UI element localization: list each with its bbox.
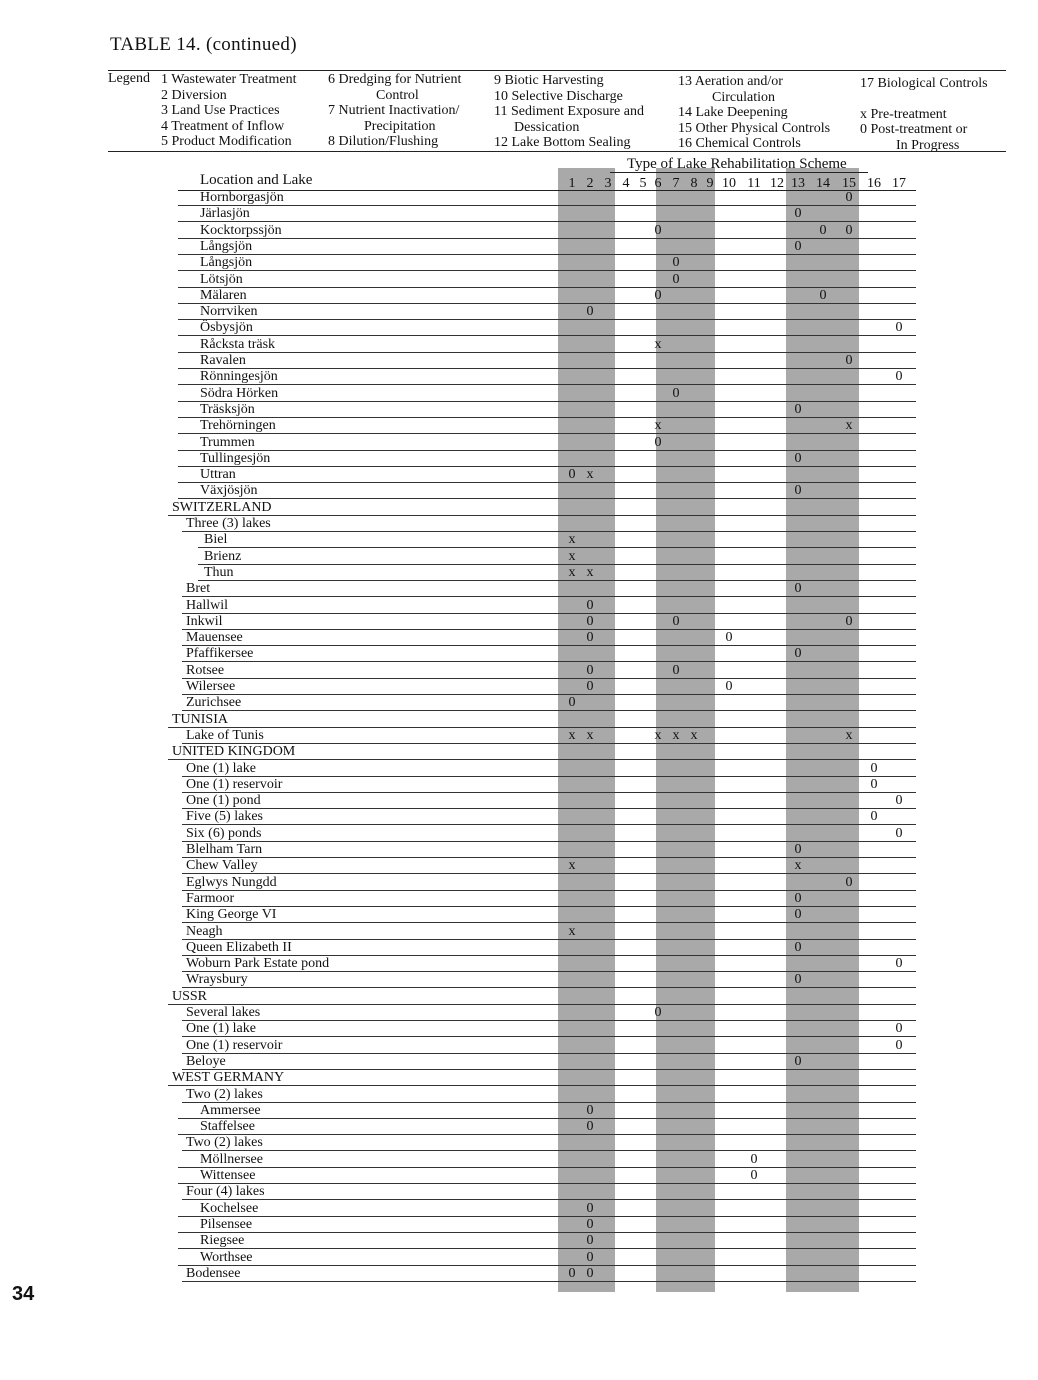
table-row xyxy=(0,1184,1038,1200)
page-number: 34 xyxy=(12,1283,35,1305)
post-treatment-mark: 0 xyxy=(672,271,680,287)
legend-item: 9 Biotic Harvesting xyxy=(494,73,604,88)
lake-name: Inkwil xyxy=(186,613,223,629)
table-row xyxy=(0,1054,1038,1070)
pre-treatment-mark: x xyxy=(568,858,576,874)
lake-name: Hornborgasjön xyxy=(200,190,284,205)
post-treatment-mark: 0 xyxy=(794,450,802,466)
post-treatment-mark: 0 xyxy=(586,1119,594,1135)
table-row xyxy=(0,565,1038,581)
table-title: TABLE 14. (continued) xyxy=(110,34,297,55)
pre-treatment-mark: x xyxy=(794,858,802,874)
post-treatment-mark: 0 xyxy=(794,646,802,662)
post-treatment-mark: 0 xyxy=(794,842,802,857)
lake-name: Ösbysjön xyxy=(200,320,253,336)
legend-item: 8 Dilution/Flushing xyxy=(328,134,439,150)
table-row xyxy=(0,1168,1038,1184)
table-row xyxy=(0,956,1038,972)
legend-item: 3 Land Use Practices xyxy=(161,103,280,119)
post-treatment-mark: 0 xyxy=(794,581,802,597)
table-row xyxy=(0,304,1038,320)
pre-treatment-mark: x xyxy=(568,923,576,939)
table-row xyxy=(0,272,1038,288)
table-row xyxy=(0,190,1038,206)
legend-column-5 xyxy=(860,76,988,153)
table-row xyxy=(0,288,1038,304)
table-row xyxy=(0,1266,1038,1282)
table-row xyxy=(0,516,1038,532)
lake-name: Långsjön xyxy=(200,238,253,254)
table-row xyxy=(0,793,1038,809)
post-treatment-mark: 0 xyxy=(845,190,853,205)
post-treatment-mark: 0 xyxy=(672,255,680,271)
lake-name: Trehörningen xyxy=(200,418,276,434)
lake-name: Zurichsee xyxy=(186,695,242,711)
lake-name: Träsksjön xyxy=(200,401,255,417)
lake-name: Woburn Park Estate pond xyxy=(186,956,330,972)
legend-column-1 xyxy=(161,72,296,150)
post-treatment-mark: 0 xyxy=(672,385,680,401)
table-row xyxy=(0,809,1038,825)
table-row xyxy=(0,663,1038,679)
post-treatment-mark: 0 xyxy=(895,793,903,809)
column-number: 9 xyxy=(706,176,714,191)
post-treatment-mark: 0 xyxy=(895,1021,903,1037)
post-treatment-mark: 0 xyxy=(845,874,853,890)
post-treatment-mark: 0 xyxy=(586,1102,594,1118)
table-row xyxy=(0,223,1038,239)
post-treatment-mark: 0 xyxy=(845,353,853,368)
legend-item: In Progress xyxy=(896,137,960,153)
post-treatment-mark: 0 xyxy=(725,630,733,646)
legend-column-3 xyxy=(494,73,644,151)
table-row xyxy=(0,320,1038,336)
legend-item: Control xyxy=(376,87,419,103)
lake-name: Trummen xyxy=(200,434,255,450)
table-row xyxy=(0,614,1038,630)
table-row xyxy=(0,695,1038,711)
lake-name: Rotsee xyxy=(186,662,225,678)
lake-name: Kochelsee xyxy=(200,1200,259,1216)
lake-name: Rönningesjön xyxy=(200,369,278,385)
post-treatment-mark: 0 xyxy=(794,401,802,417)
post-treatment-mark: 0 xyxy=(870,760,878,776)
legend-item: Dessication xyxy=(514,119,580,135)
country-row xyxy=(0,500,1038,516)
post-treatment-mark: 0 xyxy=(586,1216,594,1232)
table-row xyxy=(0,353,1038,369)
post-treatment-mark: 0 xyxy=(845,222,853,238)
table-row xyxy=(0,826,1038,842)
table-row xyxy=(0,924,1038,940)
lake-name: Brienz xyxy=(204,548,242,564)
legend-item: Precipitation xyxy=(364,118,436,134)
table-row xyxy=(0,858,1038,874)
legend-item: 16 Chemical Controls xyxy=(678,136,801,152)
post-treatment-mark: 0 xyxy=(586,1249,594,1265)
post-treatment-mark: 0 xyxy=(586,662,594,678)
legend-item: 17 Biological Controls xyxy=(860,76,988,91)
table-row xyxy=(0,1005,1038,1021)
legend-item: 2 Diversion xyxy=(161,87,227,103)
legend-item: x Pre-treatment xyxy=(860,106,947,122)
lake-name: King George VI xyxy=(186,907,277,923)
post-treatment-mark: 0 xyxy=(586,1200,594,1216)
legend-item: 5 Product Modification xyxy=(161,134,292,150)
lake-name: Biel xyxy=(204,532,228,548)
post-treatment-mark: 0 xyxy=(586,304,594,320)
post-treatment-mark: 0 xyxy=(895,1037,903,1053)
table-row xyxy=(0,1233,1038,1249)
column-number: 6 xyxy=(654,176,662,191)
post-treatment-mark: 0 xyxy=(654,1005,662,1020)
pre-treatment-mark: x xyxy=(654,336,662,352)
table-row xyxy=(0,337,1038,353)
post-treatment-mark: 0 xyxy=(794,939,802,955)
lake-name: Södra Hörken xyxy=(200,385,279,401)
column-number: 10 xyxy=(722,176,736,191)
legend-item: 6 Dredging for Nutrient xyxy=(328,72,462,87)
pre-treatment-mark: x xyxy=(586,727,594,743)
legend-top-rule xyxy=(108,70,1006,71)
lake-name: Växjösjön xyxy=(200,483,258,499)
post-treatment-mark: 0 xyxy=(586,597,594,613)
post-treatment-mark: 0 xyxy=(794,206,802,222)
legend-item: 0 Post-treatment or xyxy=(860,122,968,138)
post-treatment-mark: 0 xyxy=(725,679,733,694)
lake-name: Tullingesjön xyxy=(200,450,271,466)
column-number: 12 xyxy=(770,176,784,191)
table-row xyxy=(0,630,1038,646)
lake-name: Wilersee xyxy=(186,679,236,694)
country-row xyxy=(0,712,1038,728)
lake-name: Uttran xyxy=(200,467,236,483)
lake-name: Staffelsee xyxy=(200,1119,255,1135)
legend-item: 15 Other Physical Controls xyxy=(678,120,831,136)
lake-name: One (1) lake xyxy=(186,760,256,776)
post-treatment-mark: 0 xyxy=(895,320,903,336)
pre-treatment-mark: x xyxy=(845,418,853,434)
column-number: 15 xyxy=(842,176,856,191)
lake-name: Worthsee xyxy=(200,1249,253,1265)
lake-name: Ravalen xyxy=(200,353,246,368)
lake-name: Several lakes xyxy=(186,1005,261,1020)
lake-name: Norrviken xyxy=(200,304,258,320)
table-row xyxy=(0,1103,1038,1119)
column-number: 16 xyxy=(867,176,881,191)
table-row xyxy=(0,598,1038,614)
lake-name: Two (2) lakes xyxy=(186,1135,263,1151)
column-number: 4 xyxy=(622,176,630,191)
pre-treatment-mark: x xyxy=(586,564,594,580)
pre-treatment-mark: x xyxy=(568,548,576,564)
legend-label: Legend xyxy=(108,71,150,86)
column-number: 13 xyxy=(791,176,805,191)
lake-name: Two (2) lakes xyxy=(186,1086,263,1102)
post-treatment-mark: 0 xyxy=(794,1053,802,1069)
country-row xyxy=(0,1070,1038,1086)
post-treatment-mark: 0 xyxy=(895,956,903,972)
pre-treatment-mark: x xyxy=(672,727,680,743)
post-treatment-mark: 0 xyxy=(794,972,802,988)
lake-name: Six (6) ponds xyxy=(186,825,262,841)
lake-name: Lake of Tunis xyxy=(186,727,264,743)
column-number: 2 xyxy=(586,176,594,191)
table-row xyxy=(0,1119,1038,1135)
table-row xyxy=(0,940,1038,956)
post-treatment-mark: 0 xyxy=(750,1151,758,1167)
legend-item: 11 Sediment Exposure and xyxy=(494,104,644,120)
post-treatment-mark: 0 xyxy=(895,825,903,841)
country-row xyxy=(0,744,1038,760)
scheme-header: Type of Lake Rehabilitation Scheme xyxy=(627,156,847,172)
lake-name: Pilsensee xyxy=(200,1216,253,1232)
lake-name: One (1) lake xyxy=(186,1021,256,1037)
table-row xyxy=(0,1038,1038,1054)
scheme-header-rule xyxy=(610,172,868,173)
country-name: USSR xyxy=(172,988,208,1004)
table-row xyxy=(0,761,1038,777)
lake-name: Möllnersee xyxy=(200,1151,263,1167)
table-row xyxy=(0,255,1038,271)
table-row xyxy=(0,549,1038,565)
lake-name: Mauensee xyxy=(186,630,243,646)
column-number: 14 xyxy=(816,176,830,191)
legend-item: 14 Lake Deepening xyxy=(678,105,788,121)
lake-name: Mälaren xyxy=(200,287,247,303)
legend-item: 4 Treatment of Inflow xyxy=(161,118,285,134)
lake-name: Råcksta träsk xyxy=(200,336,276,352)
table-row xyxy=(0,1201,1038,1217)
post-treatment-mark: 0 xyxy=(870,809,878,825)
lake-name: Bret xyxy=(186,581,211,597)
lake-name: One (1) reservoir xyxy=(186,776,283,792)
pre-treatment-mark: x xyxy=(586,467,594,483)
post-treatment-mark: 0 xyxy=(586,630,594,646)
table-row xyxy=(0,646,1038,662)
pre-treatment-mark: x xyxy=(690,727,698,743)
table-row xyxy=(0,451,1038,467)
table-row xyxy=(0,777,1038,793)
post-treatment-mark: 0 xyxy=(845,613,853,629)
lake-name: Three (3) lakes xyxy=(186,516,271,531)
row-rule xyxy=(182,1281,916,1282)
table-row xyxy=(0,467,1038,483)
legend-column-4 xyxy=(678,74,830,152)
lake-name: Thun xyxy=(204,564,234,580)
pre-treatment-mark: x xyxy=(568,727,576,743)
post-treatment-mark: 0 xyxy=(895,369,903,385)
post-treatment-mark: 0 xyxy=(654,287,662,303)
post-treatment-mark: 0 xyxy=(568,467,576,483)
post-treatment-mark: 0 xyxy=(586,613,594,629)
country-row xyxy=(0,989,1038,1005)
country-name: TUNISIA xyxy=(172,711,228,727)
post-treatment-mark: 0 xyxy=(819,222,827,238)
table-row xyxy=(0,907,1038,923)
lake-name: Bodensee xyxy=(186,1265,241,1281)
post-treatment-mark: 0 xyxy=(654,222,662,238)
table-row xyxy=(0,679,1038,695)
post-treatment-mark: 0 xyxy=(586,1265,594,1281)
lake-name: Riegsee xyxy=(200,1233,245,1249)
lake-name: Blelham Tarn xyxy=(186,842,263,857)
table-row xyxy=(0,1087,1038,1103)
post-treatment-mark: 0 xyxy=(794,238,802,254)
lake-name: Långsjön xyxy=(200,255,253,271)
column-number: 8 xyxy=(690,176,698,191)
column-number: 3 xyxy=(604,176,612,191)
table-row xyxy=(0,581,1038,597)
table-row xyxy=(0,369,1038,385)
table-row xyxy=(0,1250,1038,1266)
table-row xyxy=(0,875,1038,891)
country-name: UNITED KINGDOM xyxy=(172,744,296,760)
post-treatment-mark: 0 xyxy=(794,890,802,906)
table-row xyxy=(0,206,1038,222)
column-number: 7 xyxy=(672,176,680,191)
lake-name: One (1) pond xyxy=(186,793,261,809)
lake-name: Beloye xyxy=(186,1053,226,1069)
lake-name: Neagh xyxy=(186,923,223,939)
table-row xyxy=(0,402,1038,418)
lake-name: Farmoor xyxy=(186,890,235,906)
column-number: 11 xyxy=(747,176,761,191)
post-treatment-mark: 0 xyxy=(586,679,594,694)
lake-name: Eglwys Nungdd xyxy=(186,874,277,890)
legend-item: 12 Lake Bottom Sealing xyxy=(494,135,631,151)
lake-name: Wittensee xyxy=(200,1168,256,1183)
post-treatment-mark: 0 xyxy=(794,483,802,499)
post-treatment-mark: 0 xyxy=(794,907,802,923)
table-row xyxy=(0,386,1038,402)
lake-name: Wraysbury xyxy=(186,972,248,988)
post-treatment-mark: 0 xyxy=(819,287,827,303)
legend-item: 1 Wastewater Treatment xyxy=(161,72,297,87)
lake-name: One (1) reservoir xyxy=(186,1037,283,1053)
table-row xyxy=(0,1135,1038,1151)
table-row xyxy=(0,728,1038,744)
table-row xyxy=(0,1021,1038,1037)
lake-name: Five (5) lakes xyxy=(186,809,263,825)
post-treatment-mark: 0 xyxy=(672,662,680,678)
legend-item: 10 Selective Discharge xyxy=(494,88,623,104)
post-treatment-mark: 0 xyxy=(654,434,662,450)
post-treatment-mark: 0 xyxy=(586,1233,594,1249)
table-row xyxy=(0,891,1038,907)
country-name: SWITZERLAND xyxy=(172,499,272,515)
lake-name: Kocktorpssjön xyxy=(200,222,282,238)
lake-name: Four (4) lakes xyxy=(186,1184,265,1200)
column-number: 5 xyxy=(639,176,647,191)
lake-name: Chew Valley xyxy=(186,858,258,874)
pre-treatment-mark: x xyxy=(654,418,662,434)
pre-treatment-mark: x xyxy=(654,727,662,743)
table-row xyxy=(0,483,1038,499)
pre-treatment-mark: x xyxy=(845,727,853,743)
lake-name: Hallwil xyxy=(186,597,228,613)
legend-bottom-rule xyxy=(108,151,1006,152)
table-row xyxy=(0,532,1038,548)
table-row xyxy=(0,842,1038,858)
legend-item: 13 Aeration and/or xyxy=(678,74,783,89)
post-treatment-mark: 0 xyxy=(750,1168,758,1183)
table-row xyxy=(0,972,1038,988)
post-treatment-mark: 0 xyxy=(672,613,680,629)
pre-treatment-mark: x xyxy=(568,532,576,548)
post-treatment-mark: 0 xyxy=(870,776,878,792)
legend-item: 7 Nutrient Inactivation/ xyxy=(328,103,460,119)
table-row xyxy=(0,418,1038,434)
table-row xyxy=(0,435,1038,451)
post-treatment-mark: 0 xyxy=(568,695,576,711)
table-row xyxy=(0,239,1038,255)
table-row xyxy=(0,1217,1038,1233)
post-treatment-mark: 0 xyxy=(568,1265,576,1281)
column-number: 1 xyxy=(568,176,576,191)
column-number: 17 xyxy=(892,176,906,191)
pre-treatment-mark: x xyxy=(568,564,576,580)
country-name: WEST GERMANY xyxy=(172,1070,285,1086)
legend-item: Circulation xyxy=(712,89,775,105)
lake-name: Pfaffikersee xyxy=(186,646,254,662)
location-header: Location and Lake xyxy=(200,172,313,188)
lake-name: Lötsjön xyxy=(200,271,243,287)
table-row xyxy=(0,1152,1038,1168)
lake-name: Ammersee xyxy=(200,1102,261,1118)
legend-column-2 xyxy=(328,72,461,150)
lake-name: Järlasjön xyxy=(200,206,250,222)
lake-name: Queen Elizabeth II xyxy=(186,939,292,955)
